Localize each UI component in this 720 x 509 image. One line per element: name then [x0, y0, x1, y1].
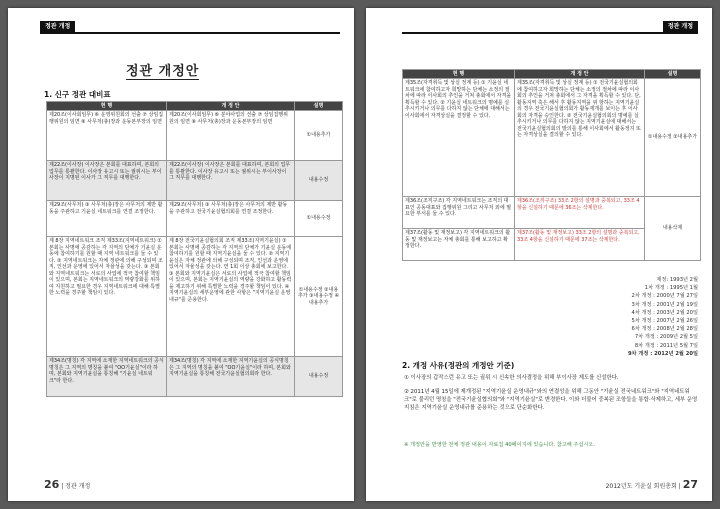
- table-row: [47, 111, 343, 161]
- history-item: 제정: 1993년 2월: [656, 277, 698, 283]
- reference-note: ※ 개정안을 반영한 전체 정관 내용이 자료집 40페이지에 있습니다. 참고해 주십시오.: [404, 442, 596, 448]
- section-heading: 1. 신구 정관 대비표: [44, 90, 111, 99]
- note-cell: 내용수정: [295, 161, 343, 201]
- current-cell: 제20조(이사회임무) ⑥ 운영위원회의 선출 ⑦ 상임집행위원의 임면 ⑧ 사무처(총)장과 운동본부장의 임면: [47, 111, 167, 161]
- table-row: [403, 197, 701, 229]
- table-row: [47, 357, 343, 397]
- history-item: 2차 개정 : 2000년 7월 27일: [631, 293, 698, 300]
- table-row: [47, 161, 343, 201]
- reason-paragraph: ② 2011년 4월 15일에 제개정된 "지역기윤실 운영내규"와의 연결성을 위해 그동안 "기윤실 전국네트워크"와 "지역네트워크"로 불리던 명칭을 "전국기윤실협의회"와 "지역기윤실"로 변경한다. 이와 더불어 중복된 조항들을 통합·삭제하고, 세부 운영지침은 지역기윤실 운영내규를 준용하는 것으로 단순화한다.: [404, 389, 698, 411]
- revised-cell: 제34조(명칭) 각 지역에 소재한 지역기윤실의 공식명칭은 그 지역의 명칭을 붙여 "OO기윤실"이라 하며, 본회와 지역기윤실을 통칭해 전국기윤실협의회라 한다.: [167, 357, 295, 397]
- comparison-table: [402, 69, 701, 261]
- current-cell: 제35조(자격취득 및 상실 정계 등) ① 기윤실 네트워크에 참여하고자 희망하는 단체는 소정의 절차에 따라 이사회의 추인을 거쳐 총회에서 자격을 획득할 수 있다. ② 기윤실 네트워크의 명예를 실추시키거나 의무를 다하지 않는 단체에 대해서는 이사회에서 자격상실을 결정할 수 있다.: [403, 79, 515, 197]
- section-header: 정관 개정: [40, 21, 75, 32]
- history-item: 9차 개정 : 2012년 2월 20일: [627, 350, 698, 357]
- column-header: 현 행: [403, 70, 515, 79]
- revision-history: [628, 276, 698, 358]
- note-cell: ①내용수정 ②내용추가 ③내용수정 ④내용추가: [295, 237, 343, 357]
- revised-cell: 제20조(이사회임무) ⑥ 분야사업의 선출 ⑦ 상임집행위원의 임면 ⑧ 사무처(총)장과 운동본부장의 임면: [167, 111, 295, 161]
- history-item: 3차 개정 : 2001년 2월 19일: [631, 301, 698, 308]
- page-footer: [44, 478, 90, 491]
- header-rule: [402, 32, 698, 34]
- table-row: [47, 201, 343, 237]
- column-header: 설명: [295, 102, 343, 111]
- column-header: 개 정 안: [167, 102, 295, 111]
- history-item: 7차 개정 : 2009년 2월 5일: [634, 334, 698, 341]
- footer-text: 2012년도 기윤실 회원총회 |: [605, 483, 683, 490]
- history-item: 4차 개정 : 2003년 2월 20일: [631, 309, 698, 316]
- page-footer: [606, 478, 698, 491]
- history-item: 1차 개정 : 1995년 1월: [644, 285, 698, 292]
- note-cell: 내용수정: [295, 357, 343, 397]
- header-rule: [40, 32, 340, 34]
- current-cell: 제 8장 지역네트워크 조직 제33조(지역네트워크) ① 본회는 사명에 공감하는 각 지역의 단체가 기윤실 운동에 참여하기를 원할 때 지역 네트워크를 둘 수 있다. ② 지역네트워크는 자체 정관에 의해 구성되며 조직, 인선과 운영에 있어서 자율성을 갖는다. ③ 본회와 지역네트워크는 서로의 사업에 적극 참여할 책임이 있으며, 본회는 지역네트워크의 역량강화를 위하여 지원하고 필요한 경우 지역네트워크에 대해 특별한 노력을 경주할 책임이 있다.: [47, 237, 167, 357]
- column-header: 개 정 안: [515, 70, 645, 79]
- current-cell: 제22조(이사장) 이사장은 본회를 대표하며, 본회의 업무를 통괄한다. 이사장 유고시 또는 궐위시는 부이사장이 지명된 이사가 그 직무를 대행한다.: [47, 161, 167, 201]
- revised-cell: 제29조(사무처) ③ 사무처(총)장은 사무처의 제반 활동을 주관하고 전국기윤실협의회를 연결 조정한다.: [167, 201, 295, 237]
- column-header: 현 행: [47, 102, 167, 111]
- right-page: [366, 8, 712, 501]
- left-page: [8, 8, 354, 501]
- revised-cell: 제37조(활동 및 재정보고) 33조 2항의 설명과 중복되고, 33조 4항을 신설하기 때문에 37조는 삭제한다.: [515, 229, 645, 261]
- section-header: 정관 개정: [663, 21, 698, 32]
- current-cell: 제34조(명칭) 각 지역에 소재한 지역네트워크의 공식명칭은 그 지역의 명칭을 붙여 "OO기윤실"이라 하며, 본회와 지역기윤실을 통칭해 "기윤실 네트워크"라 한다.: [47, 357, 167, 397]
- revised-cell: 제35조(자격취득 및 상실 정계 등) ① 전국기윤실협의회에 참여하고자 희망하는 단체는 소정의 절차에 따라 이사회의 추인을 거쳐 총회에서 그 자격을 획득할 수 있다. 단, 활동지역 혹은 해서 후 활동지역을 위 항하는 지역기윤실의 경우 전국기윤실협의회가 활동재개를 보이는 후 이사회의 자격을 승인한다. ② 전국기윤실협의회의 명예를 실추시키거나 의무를 다하지 않는 지역기윤실에 대해서는 전국기윤실협의회의 발의를 통해 이사회에서 활동정지 또는 자격상실을 결의할 수 있다.: [515, 79, 645, 197]
- revised-cell: 제36조(조직구조) 33조 2항의 설명과 중복되고, 33조 4항을 신설하기 때문에 36조는 삭제한다.: [515, 197, 645, 229]
- note-cell: ①내용추가: [295, 111, 343, 161]
- section-heading: 2. 개정 사유(정관의 개정안 기준): [402, 361, 515, 370]
- current-cell: 제37조(활동 및 재정보고) 각 지역네트워크의 활동 및 재정보고는 자체 총회를 통해 보고하고 확정한다.: [403, 229, 515, 261]
- history-item: 5차 개정 : 2007년 2월 26일: [631, 318, 698, 325]
- note-cell: 내용삭제: [645, 197, 701, 261]
- note-cell: ①내용수정: [295, 201, 343, 237]
- history-item: 6차 개정 : 2008년 2월 28일: [631, 326, 698, 333]
- column-header: 설명: [645, 70, 701, 79]
- page-number: 27: [682, 478, 698, 491]
- revised-cell: 제 8장 전국기윤실협의회 조직 제33조(지역기윤실) ① 본회는 사명에 공감하는 각 지역의 단체가 기윤실 운동에 참여하기를 원할 때 지역기윤실을 둘 수 있다. ② 지역기윤실은 자체 정관에 의해 구성되며 조직, 인선과 운영에 있어서 자율성을 갖는다. 연 1회 이상 총회에 보고한다. ③ 본회와 지역기윤실은 서로의 사업에 적극 참여할 책임이 있으며, 본회는 지역기윤실의 역량을 강화하고 활동력을 제고하기 위해 특별한 노력을 경주할 책임이 있다. ④ 지역기윤실의 세부운영에 관한 사항은 "지역기윤실 운영내규"를 준용한다.: [167, 237, 295, 357]
- comparison-table: [46, 101, 343, 397]
- history-item: 8차 개정 : 2011년 5월 7일: [634, 342, 698, 349]
- note-cell: ①내용수정 ②내용추가: [645, 79, 701, 197]
- table-row: [47, 237, 343, 357]
- table-row: [403, 79, 701, 197]
- revised-cell: 제22조(이사장) 이사장은 본회를 대표하며, 본회의 업무를 통괄한다. 이사장 유고시 또는 궐위시는 부이사장이 그 직무를 대행한다.: [167, 161, 295, 201]
- page-title: 정관 개정안: [126, 60, 199, 80]
- current-cell: 제29조(사무처) ③ 사무처(총)장은 사무처의 제반 활동을 주관하고 기윤실 네트워크를 연결 조정한다.: [47, 201, 167, 237]
- footer-text: | 정관 개정: [61, 483, 91, 490]
- reason-paragraph: ① 이사장의 갑작스런 유고 또는 궐위 시 신속한 의사결정을 위해 부이사장 제도를 신설한다.: [404, 375, 619, 381]
- page-number: 26: [44, 478, 60, 491]
- current-cell: 제36조(조직구조) 각 지역네트워크는 조직의 대표인 공동대표와 집행위원 그리고 사무처 외에 필요한 부서를 둘 수 있다.: [403, 197, 515, 229]
